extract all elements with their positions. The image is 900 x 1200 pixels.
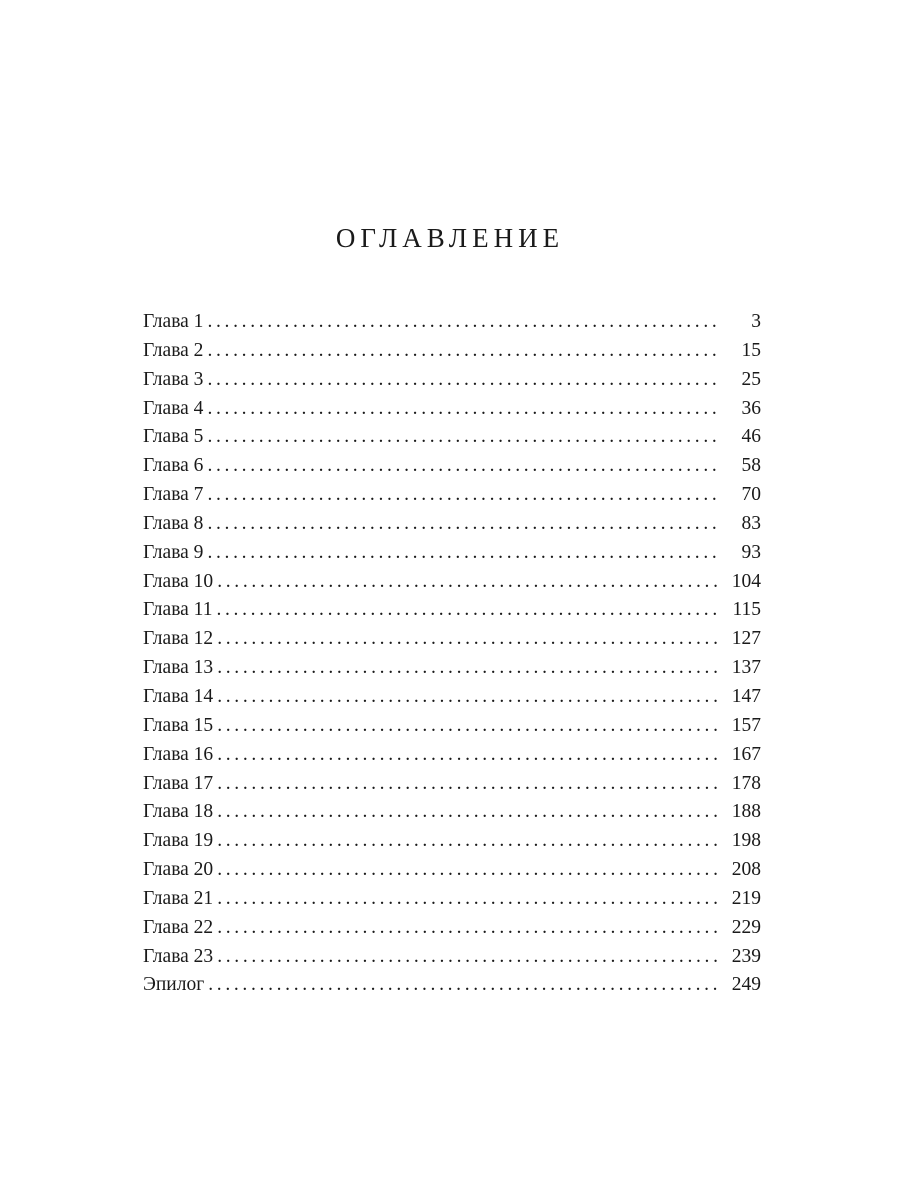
toc-entry-label: Глава 5 xyxy=(143,426,204,448)
toc-entry[interactable] xyxy=(143,539,761,568)
toc-entry-page-number: 93 xyxy=(741,541,761,563)
toc-entry-label: Глава 9 xyxy=(143,541,204,563)
toc-entry-page-number: 25 xyxy=(741,368,761,390)
toc-leader-dots xyxy=(207,337,717,366)
toc-entry-page-number: 249 xyxy=(731,974,761,996)
toc-leader-dots xyxy=(208,971,717,1000)
toc-leader-dots xyxy=(207,510,717,539)
toc-leader-dots xyxy=(217,885,717,914)
toc-entry-page-number: 188 xyxy=(731,801,761,823)
toc-leader-dots xyxy=(217,625,717,654)
toc-entry[interactable] xyxy=(143,770,761,799)
toc-entry-label: Глава 11 xyxy=(143,599,213,621)
toc-entry-page-number: 219 xyxy=(731,887,761,909)
toc-entry-label: Глава 18 xyxy=(143,801,214,823)
toc-leader-dots xyxy=(207,452,717,481)
toc-entry-page-number: 178 xyxy=(731,772,761,794)
toc-entry[interactable] xyxy=(143,568,761,597)
toc-entry[interactable] xyxy=(143,510,761,539)
toc-leader-dots xyxy=(217,827,717,856)
toc-entry-label: Глава 12 xyxy=(143,628,214,650)
toc-entry-page-number: 147 xyxy=(731,685,761,707)
toc-leader-dots xyxy=(217,914,717,943)
toc-leader-dots xyxy=(207,423,717,452)
toc-entry[interactable] xyxy=(143,943,761,972)
toc-entry[interactable] xyxy=(143,625,761,654)
toc-entry[interactable] xyxy=(143,337,761,366)
toc-entry-page-number: 3 xyxy=(751,311,761,332)
toc-entry-page-number: 36 xyxy=(741,397,761,419)
toc-entry-label: Глава 4 xyxy=(143,397,204,419)
toc-entry[interactable] xyxy=(143,712,761,741)
toc-entry-label: Глава 15 xyxy=(143,714,214,736)
toc-entry[interactable] xyxy=(143,798,761,827)
toc-leader-dots xyxy=(207,366,717,395)
toc-leader-dots xyxy=(217,568,717,597)
toc-leader-dots xyxy=(217,856,717,885)
toc-entry-label: Глава 14 xyxy=(143,685,214,707)
toc-entry-label: Глава 3 xyxy=(143,368,204,390)
toc-entry-page-number: 58 xyxy=(741,455,761,477)
toc-entry-label: Глава 20 xyxy=(143,859,214,881)
toc-entry[interactable] xyxy=(143,366,761,395)
toc-entry[interactable] xyxy=(143,856,761,885)
toc-entry-page-number: 157 xyxy=(731,714,761,736)
toc-leader-dots xyxy=(216,596,717,625)
toc-leader-dots xyxy=(207,308,717,337)
toc-entry[interactable] xyxy=(143,308,761,337)
toc-entry-label: Глава 17 xyxy=(143,772,214,794)
toc-leader-dots xyxy=(217,943,717,972)
toc-entry[interactable] xyxy=(143,683,761,712)
toc-entry[interactable] xyxy=(143,596,761,625)
toc-entry[interactable] xyxy=(143,885,761,914)
toc-entry-page-number: 208 xyxy=(731,859,761,881)
toc-entry-label: Глава 2 xyxy=(143,339,204,361)
toc-entry-page-number: 104 xyxy=(731,570,761,592)
toc-entry-label: Глава 19 xyxy=(143,830,214,852)
toc-entry-page-number: 83 xyxy=(741,512,761,534)
toc-entry-page-number: 229 xyxy=(731,916,761,938)
toc-entry[interactable] xyxy=(143,971,761,1000)
table-of-contents xyxy=(143,308,761,1000)
toc-leader-dots xyxy=(217,741,717,770)
toc-leader-dots xyxy=(217,770,717,799)
toc-entry[interactable] xyxy=(143,481,761,510)
toc-entry-page-number: 70 xyxy=(741,484,761,506)
toc-leader-dots xyxy=(217,798,717,827)
toc-entry[interactable] xyxy=(143,827,761,856)
toc-entry-label: Глава 22 xyxy=(143,916,214,938)
toc-entry-label: Глава 1 xyxy=(143,311,204,332)
toc-entry-page-number: 46 xyxy=(741,426,761,448)
toc-leader-dots xyxy=(217,683,717,712)
toc-entry[interactable] xyxy=(143,914,761,943)
toc-entry-page-number: 239 xyxy=(731,945,761,967)
toc-entry-page-number: 115 xyxy=(732,599,761,621)
toc-entry-label: Глава 16 xyxy=(143,743,214,765)
toc-leader-dots xyxy=(207,481,717,510)
toc-leader-dots xyxy=(207,539,717,568)
toc-entry-label: Глава 7 xyxy=(143,484,204,506)
toc-entry[interactable] xyxy=(143,395,761,424)
toc-entry-label: Глава 23 xyxy=(143,945,214,967)
toc-entry-label: Глава 8 xyxy=(143,512,204,534)
toc-entry-page-number: 198 xyxy=(731,830,761,852)
toc-entry-label: Глава 21 xyxy=(143,887,214,909)
toc-entry-label: Эпилог xyxy=(143,974,205,996)
page-title: ОГЛАВЛЕНИЕ xyxy=(335,223,565,253)
toc-entry[interactable] xyxy=(143,654,761,683)
toc-entry-page-number: 15 xyxy=(741,339,761,361)
toc-entry[interactable] xyxy=(143,452,761,481)
toc-entry[interactable] xyxy=(143,741,761,770)
toc-entry-page-number: 137 xyxy=(731,657,761,679)
toc-entry-label: Глава 13 xyxy=(143,657,214,679)
toc-entry-page-number: 167 xyxy=(731,743,761,765)
toc-entry-label: Глава 6 xyxy=(143,455,204,477)
toc-leader-dots xyxy=(217,654,717,683)
toc-entry-label: Глава 10 xyxy=(143,570,214,592)
toc-entry[interactable] xyxy=(143,423,761,452)
toc-leader-dots xyxy=(207,395,717,424)
toc-entry-page-number: 127 xyxy=(731,628,761,650)
toc-leader-dots xyxy=(217,712,717,741)
